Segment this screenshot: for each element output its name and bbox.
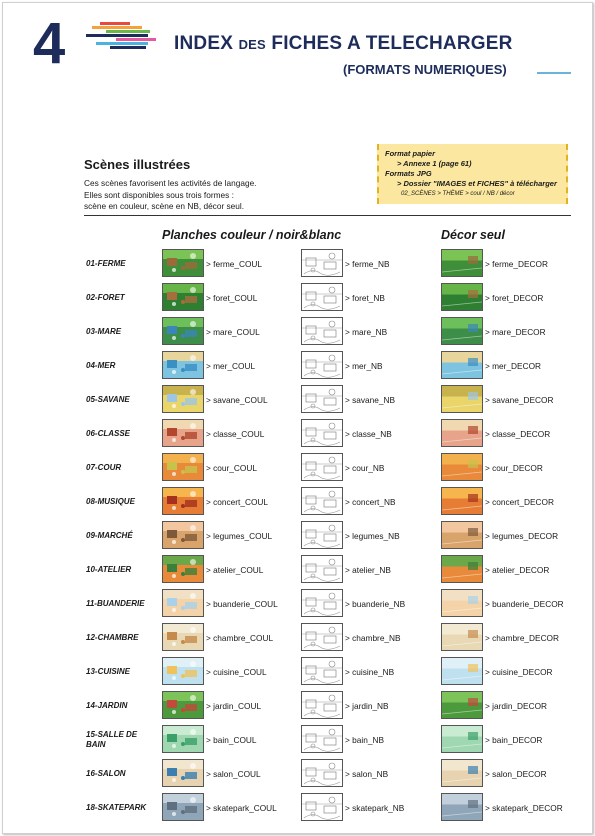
bw-file-link[interactable]: > cuisine_NB (345, 667, 395, 677)
decor-file-link[interactable]: > bain_DECOR (485, 735, 543, 745)
color-thumbnail[interactable] (162, 249, 204, 277)
bw-thumbnail[interactable] (301, 419, 343, 447)
stripe (96, 42, 148, 45)
color-thumbnail[interactable] (162, 793, 204, 821)
decor-thumbnail[interactable] (441, 725, 483, 753)
color-file-link[interactable]: > foret_COUL (206, 293, 258, 303)
bw-file-link[interactable]: > jardin_NB (345, 701, 389, 711)
section-title: Scènes illustrées (84, 157, 191, 172)
bw-file-link[interactable]: > atelier_NB (345, 565, 391, 575)
bw-file-link[interactable]: > savane_NB (345, 395, 396, 405)
bw-thumbnail[interactable] (301, 249, 343, 277)
scene-row (0, 521, 595, 555)
scene-label: 12-CHAMBRE (86, 633, 139, 642)
scene-label: 16-SALON (86, 769, 126, 778)
decor-thumbnail[interactable] (441, 283, 483, 311)
bw-thumbnail[interactable] (301, 759, 343, 787)
scene-row (0, 759, 595, 793)
color-thumbnail[interactable] (162, 283, 204, 311)
color-file-link[interactable]: > chambre_COUL (206, 633, 274, 643)
stripe (110, 46, 146, 49)
color-thumbnail[interactable] (162, 725, 204, 753)
column-header-decor: Décor seul (441, 228, 505, 242)
color-file-link[interactable]: > bain_COUL (206, 735, 257, 745)
info-line: Format papier (385, 149, 436, 158)
chapter-number: 4 (33, 11, 66, 76)
scene-label: 10-ATELIER (86, 565, 132, 574)
scene-row (0, 793, 595, 827)
color-file-link[interactable]: > legumes_COUL (206, 531, 273, 541)
desc-line: Ces scènes favorisent les activités de langage. (84, 178, 257, 188)
bw-file-link[interactable]: > cour_NB (345, 463, 385, 473)
scene-row (0, 657, 595, 691)
scene-label: 03-MARE (86, 327, 122, 336)
scene-label: 05-SAVANE (86, 395, 130, 404)
decor-thumbnail[interactable] (441, 589, 483, 617)
bw-file-link[interactable]: > salon_NB (345, 769, 389, 779)
decor-file-link[interactable]: > salon_DECOR (485, 769, 547, 779)
decor-thumbnail[interactable] (441, 351, 483, 379)
color-file-link[interactable]: > skatepark_COUL (206, 803, 277, 813)
decor-thumbnail[interactable] (441, 521, 483, 549)
scene-label: 08-MUSIQUE (86, 497, 135, 506)
decor-thumbnail[interactable] (441, 623, 483, 651)
decor-file-link[interactable]: > mer_DECOR (485, 361, 542, 371)
decor-file-link[interactable]: > mare_DECOR (485, 327, 546, 337)
bw-thumbnail[interactable] (301, 793, 343, 821)
bw-thumbnail[interactable] (301, 521, 343, 549)
decor-file-link[interactable]: > atelier_DECOR (485, 565, 550, 575)
scene-row (0, 725, 595, 759)
bw-file-link[interactable]: > ferme_NB (345, 259, 390, 269)
bw-thumbnail[interactable] (301, 691, 343, 719)
color-thumbnail[interactable] (162, 453, 204, 481)
column-header-planches: Planches couleur / noir&blanc (162, 228, 342, 242)
decor-thumbnail[interactable] (441, 691, 483, 719)
bw-file-link[interactable]: > foret_NB (345, 293, 385, 303)
decor-thumbnail[interactable] (441, 453, 483, 481)
header-stripes-logo (86, 22, 160, 52)
bw-file-link[interactable]: > mare_NB (345, 327, 388, 337)
scene-row (0, 691, 595, 725)
scene-row (0, 317, 595, 351)
page-subtitle: (FORMATS NUMERIQUES) (343, 62, 507, 77)
color-file-link[interactable]: > cour_COUL (206, 463, 257, 473)
color-thumbnail[interactable] (162, 623, 204, 651)
bw-thumbnail[interactable] (301, 283, 343, 311)
color-thumbnail[interactable] (162, 555, 204, 583)
decor-file-link[interactable]: > chambre_DECOR (485, 633, 560, 643)
format-infobox (377, 144, 568, 204)
section-description (84, 178, 314, 213)
color-thumbnail[interactable] (162, 487, 204, 515)
decor-file-link[interactable]: > ferme_DECOR (485, 259, 548, 269)
decor-file-link[interactable]: > classe_DECOR (485, 429, 551, 439)
bw-thumbnail[interactable] (301, 317, 343, 345)
scene-label: 07-COUR (86, 463, 122, 472)
scene-row (0, 623, 595, 657)
color-file-link[interactable]: > jardin_COUL (206, 701, 262, 711)
scene-row (0, 487, 595, 521)
bw-file-link[interactable]: > mer_NB (345, 361, 383, 371)
bw-file-link[interactable]: > skatepark_NB (345, 803, 405, 813)
color-thumbnail[interactable] (162, 759, 204, 787)
decor-thumbnail[interactable] (441, 249, 483, 277)
decor-file-link[interactable]: > buanderie_DECOR (485, 599, 564, 609)
bw-file-link[interactable]: > bain_NB (345, 735, 384, 745)
color-file-link[interactable]: > ferme_COUL (206, 259, 263, 269)
decor-file-link[interactable]: > skatepark_DECOR (485, 803, 563, 813)
scene-label: 02-FORET (86, 293, 125, 302)
decor-file-link[interactable]: > jardin_DECOR (485, 701, 548, 711)
scene-row (0, 249, 595, 283)
scene-label: 13-CUISINE (86, 667, 131, 676)
bw-file-link[interactable]: > chambre_NB (345, 633, 401, 643)
color-file-link[interactable]: > atelier_COUL (206, 565, 264, 575)
scene-row (0, 589, 595, 623)
section-divider (84, 215, 571, 216)
page-title (174, 33, 513, 55)
desc-line: scène en couleur, scène en NB, décor seul. (84, 201, 245, 211)
scene-label: 04-MER (86, 361, 116, 370)
subtitle-underline (537, 72, 571, 74)
color-thumbnail[interactable] (162, 317, 204, 345)
stripe (92, 26, 142, 29)
bw-thumbnail[interactable] (301, 589, 343, 617)
scene-label: 18-SKATEPARK (86, 803, 147, 812)
scene-label: 15-SALLE DE BAIN (86, 730, 138, 749)
color-thumbnail[interactable] (162, 351, 204, 379)
scene-label: 09-MARCHÉ (86, 531, 133, 540)
scene-row (0, 283, 595, 317)
info-line: 02_SCÈNES > THÈME > coul / NB / décor (401, 191, 515, 197)
decor-file-link[interactable]: > cuisine_DECOR (485, 667, 553, 677)
decor-file-link[interactable]: > savane_DECOR (485, 395, 554, 405)
stripe (106, 30, 150, 33)
color-file-link[interactable]: > cuisine_COUL (206, 667, 267, 677)
scene-row (0, 555, 595, 589)
info-line: Formats JPG (385, 169, 432, 178)
bw-thumbnail[interactable] (301, 555, 343, 583)
scene-row (0, 385, 595, 419)
scene-label: 01-FERME (86, 259, 126, 268)
scene-label: 11-BUANDERIE (86, 599, 145, 608)
color-file-link[interactable]: > mare_COUL (206, 327, 260, 337)
decor-file-link[interactable]: > foret_DECOR (485, 293, 544, 303)
stripe (100, 22, 130, 25)
bw-thumbnail[interactable] (301, 657, 343, 685)
color-file-link[interactable]: > savane_COUL (206, 395, 268, 405)
bw-thumbnail[interactable] (301, 725, 343, 753)
color-thumbnail[interactable] (162, 419, 204, 447)
decor-thumbnail[interactable] (441, 419, 483, 447)
scene-row (0, 453, 595, 487)
color-thumbnail[interactable] (162, 521, 204, 549)
color-thumbnail[interactable] (162, 691, 204, 719)
color-thumbnail[interactable] (162, 657, 204, 685)
scene-label: 06-CLASSE (86, 429, 131, 438)
decor-thumbnail[interactable] (441, 385, 483, 413)
color-thumbnail[interactable] (162, 385, 204, 413)
decor-file-link[interactable]: > cour_DECOR (485, 463, 543, 473)
color-file-link[interactable]: > salon_COUL (206, 769, 261, 779)
decor-file-link[interactable]: > concert_DECOR (485, 497, 554, 507)
bw-file-link[interactable]: > legumes_NB (345, 531, 400, 541)
color-file-link[interactable]: > concert_COUL (206, 497, 269, 507)
bw-thumbnail[interactable] (301, 385, 343, 413)
stripe (116, 38, 156, 41)
decor-thumbnail[interactable] (441, 487, 483, 515)
bw-thumbnail[interactable] (301, 351, 343, 379)
bw-thumbnail[interactable] (301, 453, 343, 481)
color-thumbnail[interactable] (162, 589, 204, 617)
scene-row (0, 351, 595, 385)
bw-file-link[interactable]: > classe_NB (345, 429, 392, 439)
color-file-link[interactable]: > buanderie_COUL (206, 599, 278, 609)
bw-file-link[interactable]: > concert_NB (345, 497, 396, 507)
info-line: > Dossier "IMAGES et FICHES" à télécharger (397, 179, 557, 188)
color-file-link[interactable]: > classe_COUL (206, 429, 265, 439)
stripe (86, 34, 148, 37)
decor-thumbnail[interactable] (441, 793, 483, 821)
scene-label: 14-JARDIN (86, 701, 128, 710)
bw-thumbnail[interactable] (301, 487, 343, 515)
decor-thumbnail[interactable] (441, 657, 483, 685)
color-file-link[interactable]: > mer_COUL (206, 361, 256, 371)
title-main: INDEX (174, 33, 234, 54)
bw-file-link[interactable]: > buanderie_NB (345, 599, 406, 609)
desc-line: Elles sont disponibles sous trois formes : (84, 189, 234, 200)
title-small: DES (238, 37, 266, 52)
decor-file-link[interactable]: > legumes_DECOR (485, 531, 559, 541)
title-rest: FICHES A TELECHARGER (271, 33, 513, 54)
decor-thumbnail[interactable] (441, 759, 483, 787)
decor-thumbnail[interactable] (441, 317, 483, 345)
info-line: > Annexe 1 (page 61) (397, 159, 472, 168)
scene-row (0, 419, 595, 453)
decor-thumbnail[interactable] (441, 555, 483, 583)
bw-thumbnail[interactable] (301, 623, 343, 651)
